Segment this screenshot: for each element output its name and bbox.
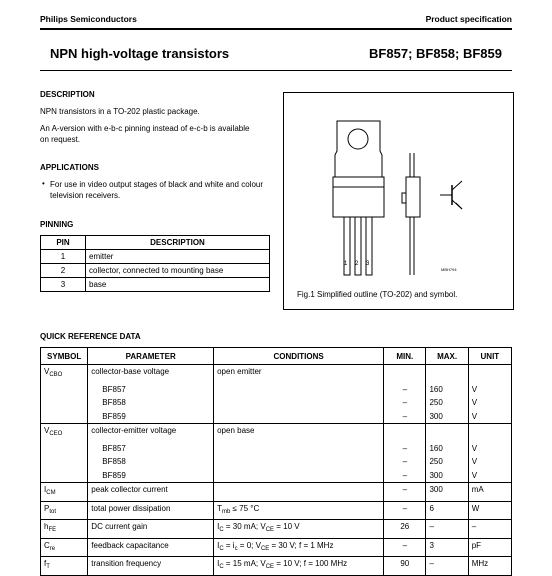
min-value: 90 [384,557,426,576]
variant-name: BF857 [88,442,214,456]
min-value: – [384,410,426,424]
min-value: 26 [384,520,426,539]
pin-description: collector, connected to mounting base [86,264,270,278]
conditions-cell [214,483,384,502]
description-line2: An A-version with e-b-c pinning instead of e-c-b is available on request. [40,124,250,144]
pin-label-2: 2 [355,261,359,267]
max-value: 6 [426,501,468,520]
table-row [41,410,512,424]
figure-box [283,92,514,310]
min-value: – [384,396,426,410]
applications-heading: APPLICATIONS [40,163,99,172]
min-value: – [384,455,426,469]
max-value: 300 [426,410,468,424]
doc-type: Product specification [425,14,512,24]
pinning-table [40,235,270,292]
table-row [41,483,512,502]
table-row [41,383,512,397]
conditions-cell: open emitter [214,365,384,383]
pin-label-1: 1 [344,261,348,267]
unit-value: W [468,501,511,520]
min-value: – [384,469,426,483]
col-max: MAX. [426,348,468,365]
parameter-cell: peak collector current [88,483,214,502]
conditions-cell: open base [214,424,384,442]
desc-col-header: DESCRIPTION [86,236,270,250]
variant-name: BF859 [88,469,214,483]
table-row [41,538,512,557]
unit-value: V [468,396,511,410]
table-row [41,365,512,383]
table-row [41,278,270,292]
unit-value: V [468,469,511,483]
max-value: 300 [426,469,468,483]
pin-col-header: PIN [41,236,86,250]
table-row [41,469,512,483]
symbol-cell: $I_{CM}$ [41,483,88,502]
pin-label-3: 3 [366,261,370,267]
pin-description: emitter [86,250,270,264]
pin-description: base [86,278,270,292]
variant-name: BF859 [88,410,214,424]
unit-value: V [468,455,511,469]
pin-number: 2 [41,264,86,278]
table-row [41,396,512,410]
package-outline-drawing [284,93,513,309]
parameter-cell: total power dissipation [88,501,214,520]
title-rule [40,70,512,71]
max-value: 250 [426,455,468,469]
company-name: Philips Semiconductors [40,14,137,24]
symbol-cell: $V_{CEO}$ [41,424,88,442]
variant-name: BF858 [88,455,214,469]
figure-caption: Fig.1 Simplified outline (TO-202) and symbol. [297,290,458,299]
col-min: MIN. [384,348,426,365]
conditions-cell: $T_{mb} \le 75$ °C [214,501,384,520]
table-row [41,455,512,469]
max-value: 3 [426,538,468,557]
parameter-cell: transition frequency [88,557,214,576]
conditions-cell: $I_C = 30$ mA; $V_{CE} = 10$ V [214,520,384,539]
col-parameter: PARAMETER [88,348,214,365]
variant-name: BF858 [88,396,214,410]
min-value: – [384,501,426,520]
unit-value: V [468,383,511,397]
applications-item: For use in video output stages of black and white and colour television receivers. [50,180,264,200]
conditions-cell: $I_C = i_c = 0$; $V_{CE} = 30$ V; f = 1 MHz [214,538,384,557]
pin-number: 1 [41,250,86,264]
col-unit: UNIT [468,348,511,365]
unit-value: mA [468,483,511,502]
min-value: – [384,538,426,557]
table-row [41,264,270,278]
symbol-cell: $C_{re}$ [41,538,88,557]
symbol-cell: $V_{CBO}$ [41,365,88,383]
col-symbol: SYMBOL [41,348,88,365]
pinning-heading: PINNING [40,220,74,229]
unit-value: V [468,442,511,456]
parameter-cell: DC current gain [88,520,214,539]
description-line1: NPN transistors in a TO-202 plastic package. [40,107,200,116]
max-value: 250 [426,396,468,410]
table-row [41,501,512,520]
unit-value: pF [468,538,511,557]
symbol-cell: $h_{FE}$ [41,520,88,539]
unit-value: MHz [468,557,511,576]
parameter-cell: collector-emitter voltage [88,424,214,442]
max-value: 300 [426,483,468,502]
table-row [41,557,512,576]
part-numbers: BF857; BF858; BF859 [369,46,502,61]
quick-reference-table [40,347,512,576]
unit-value: – [468,520,511,539]
unit-value: V [468,410,511,424]
parameter-cell: collector-base voltage [88,365,214,383]
max-value: 160 [426,442,468,456]
table-row [41,520,512,539]
max-value: – [426,557,468,576]
table-row [41,442,512,456]
qrd-heading: QUICK REFERENCE DATA [40,332,141,341]
description-heading: DESCRIPTION [40,90,95,99]
table-row [41,250,270,264]
variant-name: BF857 [88,383,214,397]
bullet-icon: • [42,179,45,188]
min-value: – [384,483,426,502]
min-value: – [384,383,426,397]
header-rule [40,28,512,30]
page-title: NPN high-voltage transistors [50,46,230,61]
table-row [41,424,512,442]
symbol-cell: $f_T$ [41,557,88,576]
symbol-cell: $P_{tot}$ [41,501,88,520]
max-value: – [426,520,468,539]
parameter-cell: feedback capacitance [88,538,214,557]
pin-number: 3 [41,278,86,292]
min-value: – [384,442,426,456]
col-conditions: CONDITIONS [214,348,384,365]
conditions-cell: $I_C = 15$ mA; $V_{CE} = 10$ V; f = 100 MHz [214,557,384,576]
max-value: 160 [426,383,468,397]
figure-code: MBH794 [441,267,457,272]
